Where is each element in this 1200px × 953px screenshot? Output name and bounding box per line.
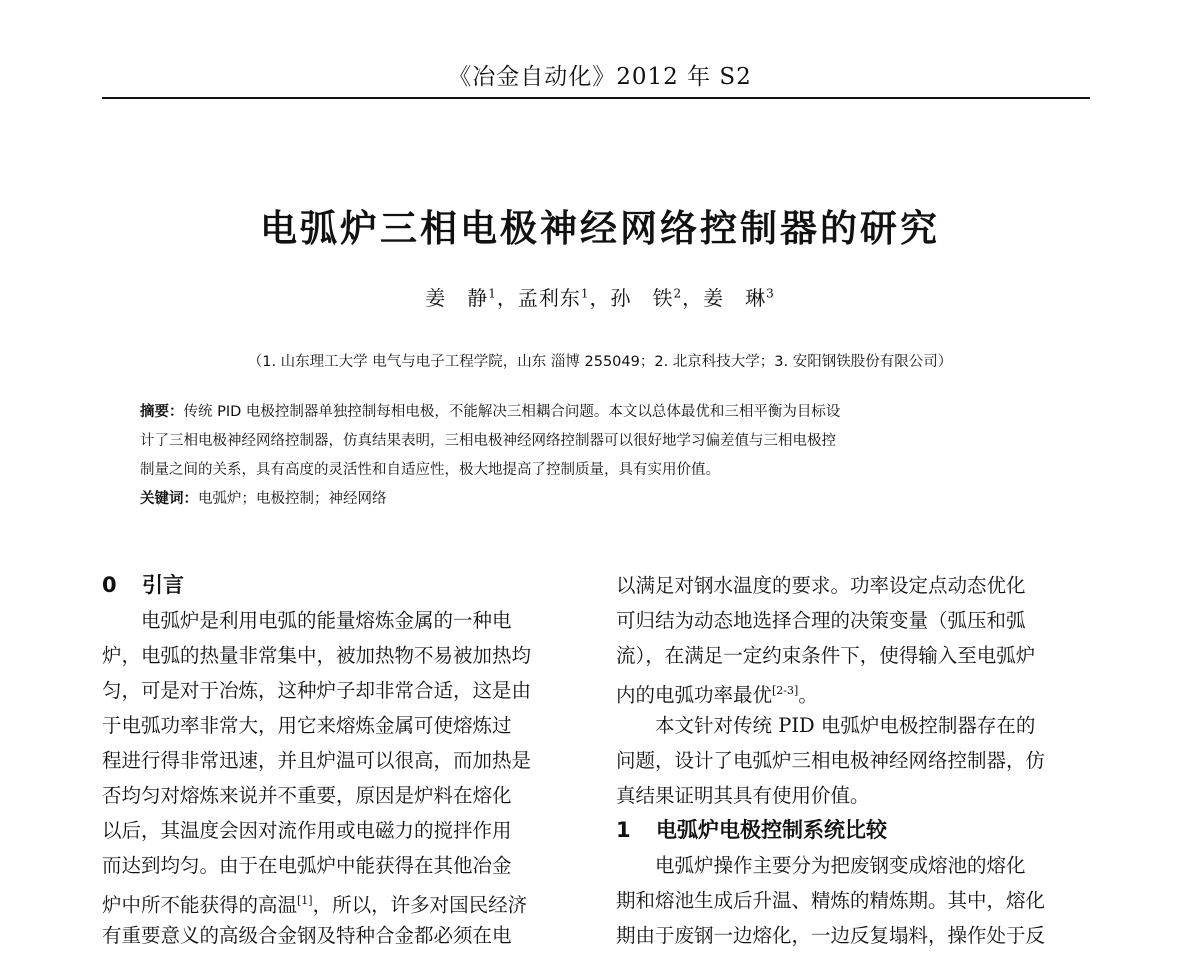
- left-column: [102, 568, 572, 953]
- citation: [1]: [297, 894, 313, 907]
- author-affiliation-mark: 3: [766, 286, 775, 301]
- body-line: [102, 883, 572, 918]
- abstract: [140, 398, 1060, 514]
- body-line: 程进行得非常迅速，并且炉温可以很高，而加热是: [102, 749, 532, 772]
- author-name: 孙 铁: [610, 286, 674, 310]
- keywords: 电弧炉；电极控制；神经网络: [198, 491, 387, 507]
- body-text: 。: [798, 683, 818, 707]
- body-line: [616, 673, 1094, 708]
- body-line: 以后，其温度会因对流作用或电磁力的搅拌作用: [102, 819, 512, 842]
- author-affiliation-mark: 1: [580, 286, 590, 301]
- abstract-text: 传统 PID 电极控制器单独控制每相电极，不能解决三相耦合问题。本文以总体最优和三相平衡为目标设: [183, 404, 841, 420]
- body-line: 炉，电弧的热量非常集中，被加热物不易被加热均: [102, 644, 532, 667]
- right-column: [616, 568, 1094, 953]
- body-text: 炉中所不能获得的高温: [102, 893, 298, 917]
- body-line: 期和熔池生成后升温、精炼的精炼期。其中，熔化: [616, 889, 1046, 912]
- body-line: 真结果证明其具有使用价值。: [616, 784, 870, 807]
- author-affiliation-mark: 2: [673, 286, 683, 301]
- author-name: 姜 琳: [703, 286, 767, 310]
- body-line: 而达到均匀。由于在电弧炉中能获得在其他冶金: [102, 854, 512, 877]
- section-number: 1: [616, 818, 631, 842]
- author-list: 姜 静$^1$，孟利东$^1$，孙 铁$^2$，姜 琳$^3$: [425, 286, 775, 310]
- body-line: 问题，设计了电弧炉三相电极神经网络控制器，仿: [616, 749, 1046, 772]
- abstract-text: 计了三相电极神经网络控制器，仿真结果表明，三相电极神经网络控制器可以很好地学习偏差值与三相电极控: [140, 433, 836, 449]
- citation: [2-3]: [772, 684, 799, 697]
- abstract-label: 摘要：: [140, 404, 184, 420]
- body-line: 匀，可是对于冶炼，这种炉子却非常合适，这是由: [102, 679, 532, 702]
- body-line: 流），在满足一定约束条件下，使得输入至电弧炉: [616, 644, 1036, 667]
- section-heading-introduction: [102, 568, 572, 603]
- journal-header: 《冶金自动化》2012 年 S2: [448, 64, 752, 90]
- body-text: ，所以，许多对国民经济: [312, 893, 528, 917]
- author-affiliation-mark: 1: [488, 286, 497, 301]
- body-line: 电弧炉操作主要分为把废钢变成熔池的熔化: [655, 854, 1026, 877]
- abstract-text: 制量之间的关系，具有高度的灵活性和自适应性，极大地提高了控制质量，具有实用价值。: [140, 462, 720, 478]
- body-line: 可归结为动态地选择合理的决策变量（弧压和弧: [616, 609, 1026, 632]
- section-number: 0: [102, 573, 117, 597]
- author-name: 孟利东: [517, 286, 581, 310]
- body-line: 以满足对钢水温度的要求。功率设定点动态优化: [616, 574, 1026, 597]
- section-title: 电弧炉电极控制系统比较: [656, 818, 887, 842]
- body-line: 本文针对传统 PID 电弧炉电极控制器存在的: [655, 714, 1036, 737]
- body-line: 期由于废钢一边熔化，一边反复塌料，操作处于反: [616, 924, 1046, 947]
- body-line: 有重要意义的高级合金钢及特种合金都必须在电: [102, 924, 512, 947]
- body-line: 于电弧功率非常大，用它来熔炼金属可使熔炼过: [102, 714, 512, 737]
- author-name: 姜 静: [425, 286, 489, 310]
- header-rule: [102, 97, 1090, 99]
- paper-title: 电弧炉三相电极神经网络控制器的研究: [260, 207, 940, 250]
- body-line: 否均匀对熔炼来说并不重要，原因是炉料在熔化: [102, 784, 512, 807]
- keywords-label: 关键词：: [140, 491, 198, 507]
- body-line: 电弧炉是利用电弧的能量熔炼金属的一种电: [141, 609, 512, 632]
- affiliation: （1. 山东理工大学 电气与电子工程学院，山东 淄博 255049；2. 北京科技大学；3. 安阳钢铁股份有限公司）: [247, 354, 953, 370]
- section-heading-comparison: [616, 813, 1094, 848]
- section-title: 引言: [142, 573, 184, 597]
- body-text: 内的电弧功率最优: [616, 683, 773, 707]
